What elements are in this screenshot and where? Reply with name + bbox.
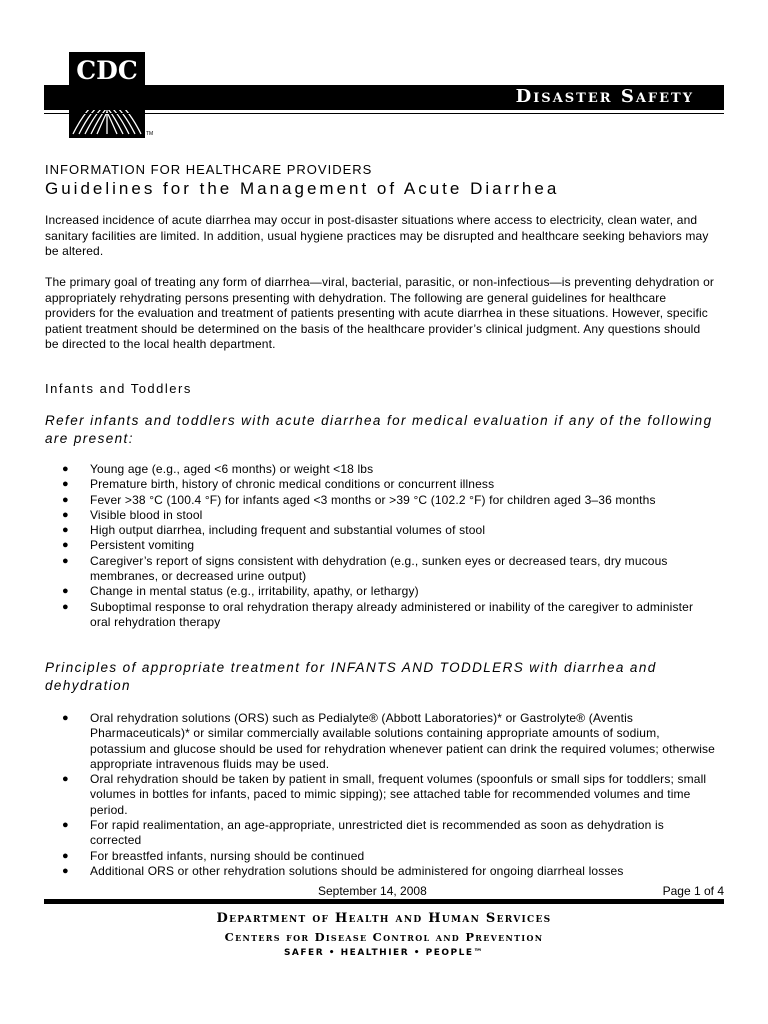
list-item-text: Fever >38 °C (100.4 °F) for infants aged <3 months or >39 °C (102.2 °F) for children aged 3–36 months <box>90 492 656 507</box>
bullet-icon: ● <box>62 819 69 832</box>
list-item-text: Visible blood in stool <box>90 507 203 522</box>
list-item <box>45 818 717 849</box>
bullet-icon: ● <box>62 849 69 862</box>
list-item-text: Change in mental status (e.g., irritability, apathy, or lethargy) <box>90 584 419 599</box>
list-item-text: Oral rehydration solutions (ORS) such as Pedialyte® (Abbott Laboratories)* or Gastrolyte® (Aventis Pharmaceuticals)* or similar commercially available solutions containing appropriate amounts of sodium, potassium and glucose should be used for rehydration whenever patient can drink the required volumes; otherwise appropriate intravenous fluids may be used. <box>90 711 716 771</box>
list-item-text: Oral rehydration should be taken by patient in small, frequent volumes (spoonfuls or small sips for toddlers; small volumes in bottles for infants, paced to mimic sipping); see attached table for recommended volumes and time period. <box>90 772 707 817</box>
principles-heading: Principles of appropriate treatment for INFANTS AND TODDLERS with diarrhea and dehydration <box>45 660 657 693</box>
logo-trademark: TM <box>146 131 154 137</box>
bullet-icon: ● <box>62 600 69 613</box>
list-item-text: For rapid realimentation, an age-appropriate, unrestricted diet is recommended as soon as dehydration is corrected <box>90 818 664 848</box>
footer-agency: Centers for Disease Control and Prevention <box>224 930 544 944</box>
bullet-icon: ● <box>62 493 69 506</box>
footer-tagline: SAFER • HEALTHIER • PEOPLE™ <box>283 948 485 958</box>
section-heading: Infants and Toddlers <box>45 381 192 396</box>
bullet-icon: ● <box>62 539 69 552</box>
list-item <box>45 554 717 585</box>
document-title: Guidelines for the Management of Acute Diarrhea <box>45 179 560 198</box>
list-item-text: High output diarrhea, including frequent and substantial volumes of stool <box>90 523 486 538</box>
bullet-icon: ● <box>62 508 69 521</box>
list-item <box>45 493 717 508</box>
bullet-icon: ● <box>62 554 69 567</box>
list-item-text: Persistent vomiting <box>90 538 195 553</box>
bullet-icon: ● <box>62 478 69 491</box>
refer-heading: Refer infants and toddlers with acute diarrhea for medical evaluation if any of the following are present: <box>45 413 713 446</box>
list-item <box>45 772 717 818</box>
intro-paragraph: The primary goal of treating any form of diarrhea—viral, bacterial, parasitic, or non-infectious—is preventing dehydration or appropriately rehydrating persons presenting with dehydration. The following are general guidelines for healthcare providers for the evaluation and treatment of patients presenting with acute diarrhea in these situations. However, specific patient treatment should be determined on the basis of the healthcare provider’s clinical judgment. Any questions should be directed to the local health department. <box>45 275 715 351</box>
footer-date: September 14, 2008 <box>318 884 427 898</box>
list-item <box>45 711 717 772</box>
document-pre-title: INFORMATION FOR HEALTHCARE PROVIDERS <box>45 162 373 177</box>
logo-text: CDC <box>76 56 138 85</box>
list-item <box>45 600 717 631</box>
list-item <box>45 462 717 477</box>
list-item-text: Young age (e.g., aged <6 months) or weight <18 lbs <box>90 462 374 476</box>
footer-rule <box>44 899 724 904</box>
list-item-text: Premature birth, history of chronic medical conditions or concurrent illness <box>90 477 495 492</box>
intro-paragraph: Increased incidence of acute diarrhea may occur in post-disaster situations where access to electricity, clean water, and sanitary facilities are limited. In addition, usual hygiene practices may be disrupted and healthcare seeking behaviors may be altered. <box>45 213 709 258</box>
list-item <box>45 523 717 538</box>
bullet-icon: ● <box>62 864 69 877</box>
footer-department: Department of Health and Human Services <box>216 911 552 926</box>
bullet-icon: ● <box>62 463 69 475</box>
list-item <box>45 508 717 523</box>
list-item-text: Suboptimal response to oral rehydration therapy already administered or inability of the caregiver to administer oral rehydration therapy <box>90 599 694 629</box>
bullet-icon: ● <box>62 712 69 724</box>
list-item-text: For breastfed infants, nursing should be continued <box>90 848 365 863</box>
footer-page-number: Page 1 of 4 <box>662 884 724 898</box>
bullet-icon: ● <box>62 524 69 537</box>
list-item <box>45 477 717 492</box>
list-item-text: Caregiver’s report of signs consistent with dehydration (e.g., sunken eyes or decreased tears, dry mucous membranes, or decreased urine output) <box>90 553 668 584</box>
list-item <box>45 584 717 599</box>
header-bar <box>44 85 724 110</box>
list-item <box>45 849 717 864</box>
refer-list <box>45 462 717 630</box>
bullet-icon: ● <box>62 585 69 598</box>
principles-list <box>45 711 717 879</box>
header-title: Disaster Safety <box>515 86 694 107</box>
bullet-icon: ● <box>62 773 69 786</box>
list-item-text: Additional ORS or other rehydration solutions should be administered for ongoing diarrheal losses <box>90 863 624 878</box>
list-item <box>45 538 717 553</box>
list-item <box>45 864 717 879</box>
